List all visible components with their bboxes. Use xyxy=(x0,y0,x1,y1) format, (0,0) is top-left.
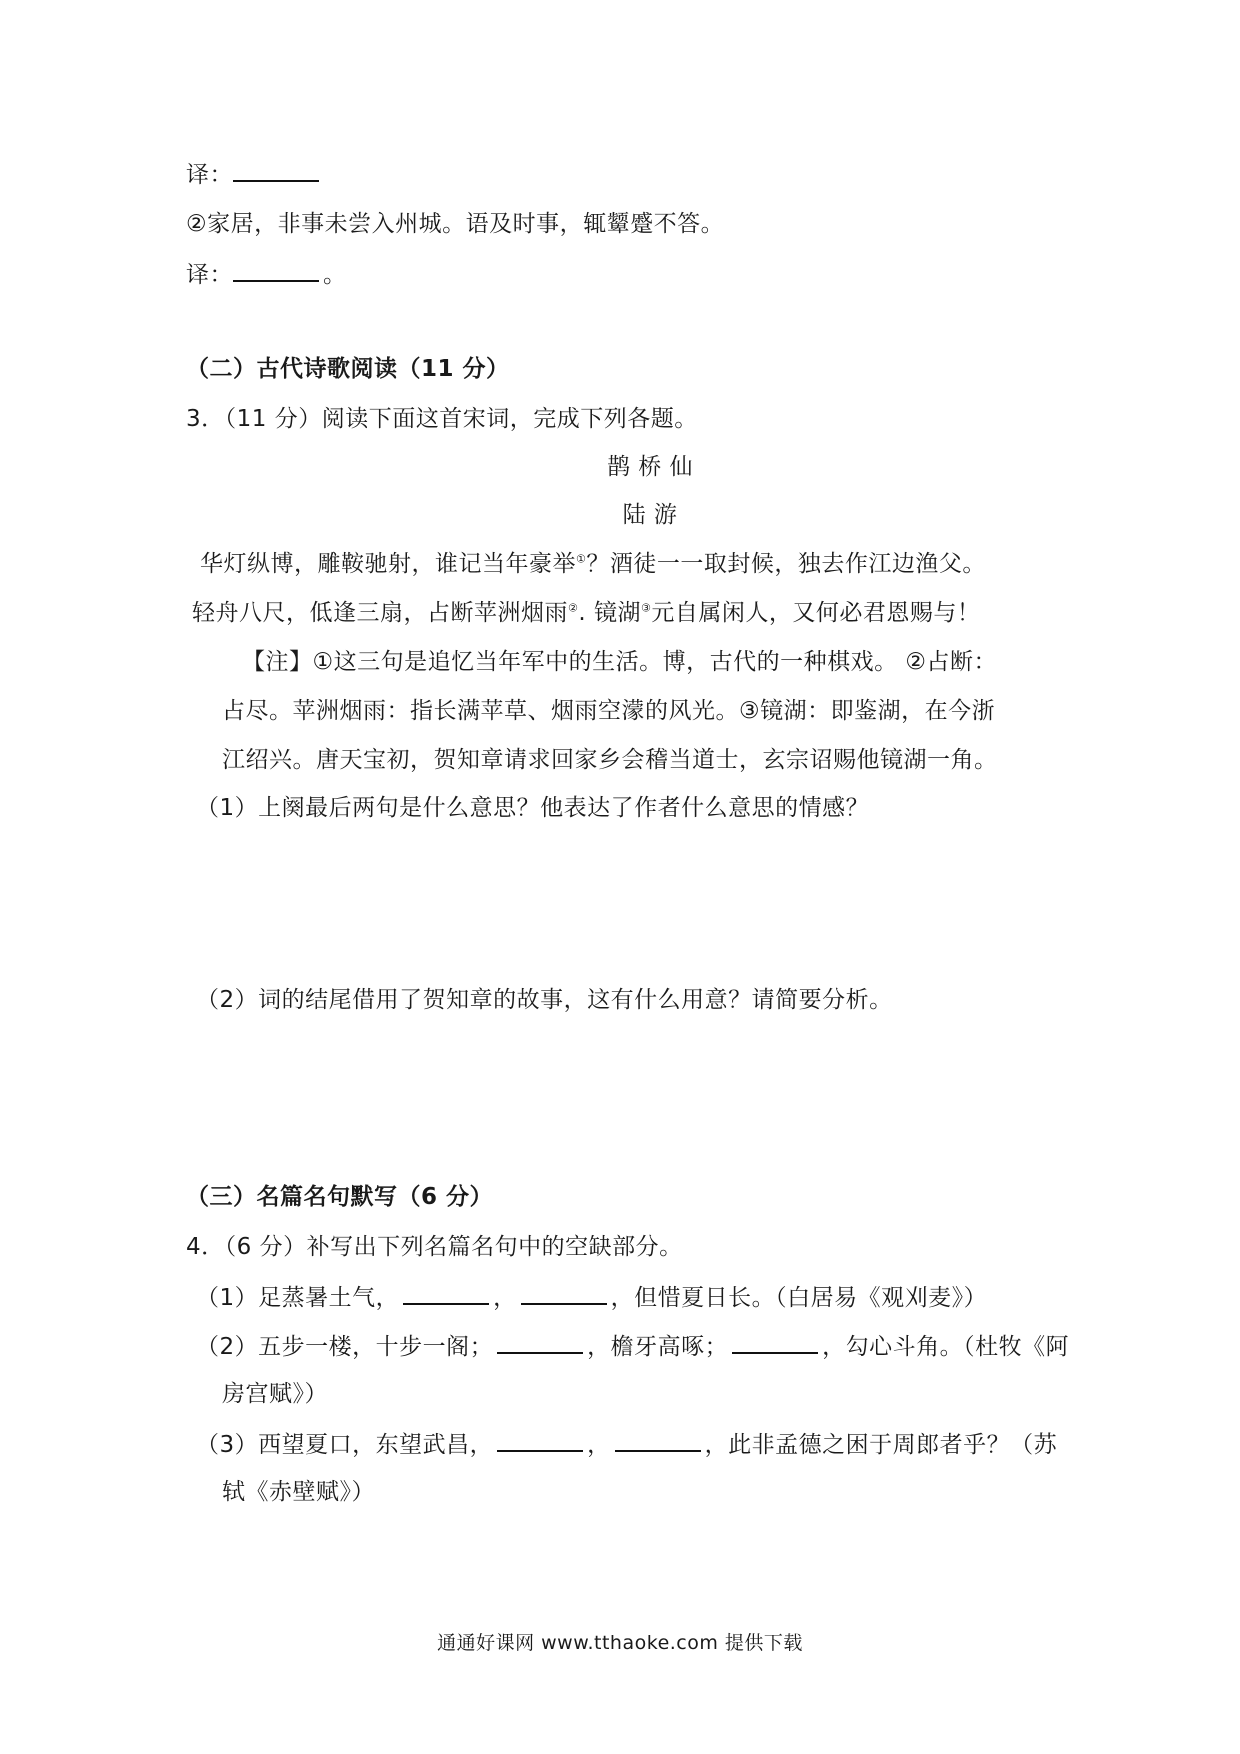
poem-note-3: 江绍兴。唐天宝初，贺知章请求回家乡会稽当道士，玄宗诏赐他镜湖一角。 xyxy=(222,747,998,773)
poem-note-2: 占尽。苹洲烟雨：指长满苹草、烟雨空濛的风光。③镜湖：即鉴湖，在今浙 xyxy=(222,698,996,724)
translate-label: 译： xyxy=(186,262,233,288)
poem-note-1: 【注】①这三句是追忆当年军中的生活。博，古代的一种棋戏。 ②占断： xyxy=(242,649,998,675)
q3-stem: 3．（11 分）阅读下面这首宋词，完成下列各题。 xyxy=(186,406,698,432)
section-3-heading: （三）名篇名句默写（6 分） xyxy=(186,1184,494,1210)
poem-title: 鹊 桥 仙 xyxy=(606,454,694,480)
note-marker-2: ② xyxy=(568,601,579,615)
poem-author: 陆 游 xyxy=(622,502,678,528)
q4-sub-3: （3）西望夏口，东望武昌， ， ，此非孟德之困于周郎者乎？（苏 xyxy=(196,1428,1057,1460)
translate-line-1 xyxy=(186,158,323,190)
poem-line-1: 华灯纵博，雕鞍驰射，谁记当年豪举①？酒徒一一取封候，独去作江边渔父。 xyxy=(200,551,986,577)
answer-blank[interactable] xyxy=(497,1428,583,1452)
page-footer: 通通好课网 www.tthaoke.com 提供下载 xyxy=(437,1632,803,1654)
q4-sub-2: （2）五步一楼，十步一阁； ，檐牙高啄； ，勾心斗角。（杜牧《阿 xyxy=(196,1330,1069,1362)
translate-line-2 xyxy=(186,258,347,290)
translate-label: 译： xyxy=(186,162,233,188)
poem-line-2: 轻舟八尺，低逢三扇，占断苹洲烟雨②. 镜湖③元自属闲人，又何必君恩赐与！ xyxy=(192,600,981,626)
q4-sub-3-cont: 轼《赤壁赋》） xyxy=(222,1479,375,1505)
note-marker-1: ① xyxy=(576,552,587,566)
answer-blank[interactable] xyxy=(521,1281,607,1305)
note-marker-3: ③ xyxy=(641,601,652,615)
section-2-heading: （二）古代诗歌阅读（11 分） xyxy=(186,356,510,382)
period: 。 xyxy=(323,262,347,288)
answer-blank[interactable] xyxy=(497,1330,583,1354)
q4-sub-2-cont: 房宫赋》） xyxy=(222,1381,328,1407)
q2-item-2: ②家居，非事未尝入州城。语及时事，辄颦蹙不答。 xyxy=(186,211,725,237)
q3-sub-2: （2）词的结尾借用了贺知章的故事，这有什么用意？请简要分析。 xyxy=(196,987,893,1013)
q4-sub-1: （1）足蒸暑土气， ， ，但惜夏日长。（白居易《观刈麦》） xyxy=(196,1281,987,1313)
q3-sub-1: （1）上阕最后两句是什么意思？他表达了作者什么意思的情感？ xyxy=(196,795,870,821)
answer-blank[interactable] xyxy=(403,1281,489,1305)
answer-blank[interactable] xyxy=(615,1428,701,1452)
answer-blank[interactable] xyxy=(732,1330,818,1354)
answer-blank[interactable] xyxy=(233,158,319,182)
q4-stem: 4．（6 分）补写出下列名篇名句中的空缺部分。 xyxy=(186,1234,683,1260)
answer-blank[interactable] xyxy=(233,258,319,282)
